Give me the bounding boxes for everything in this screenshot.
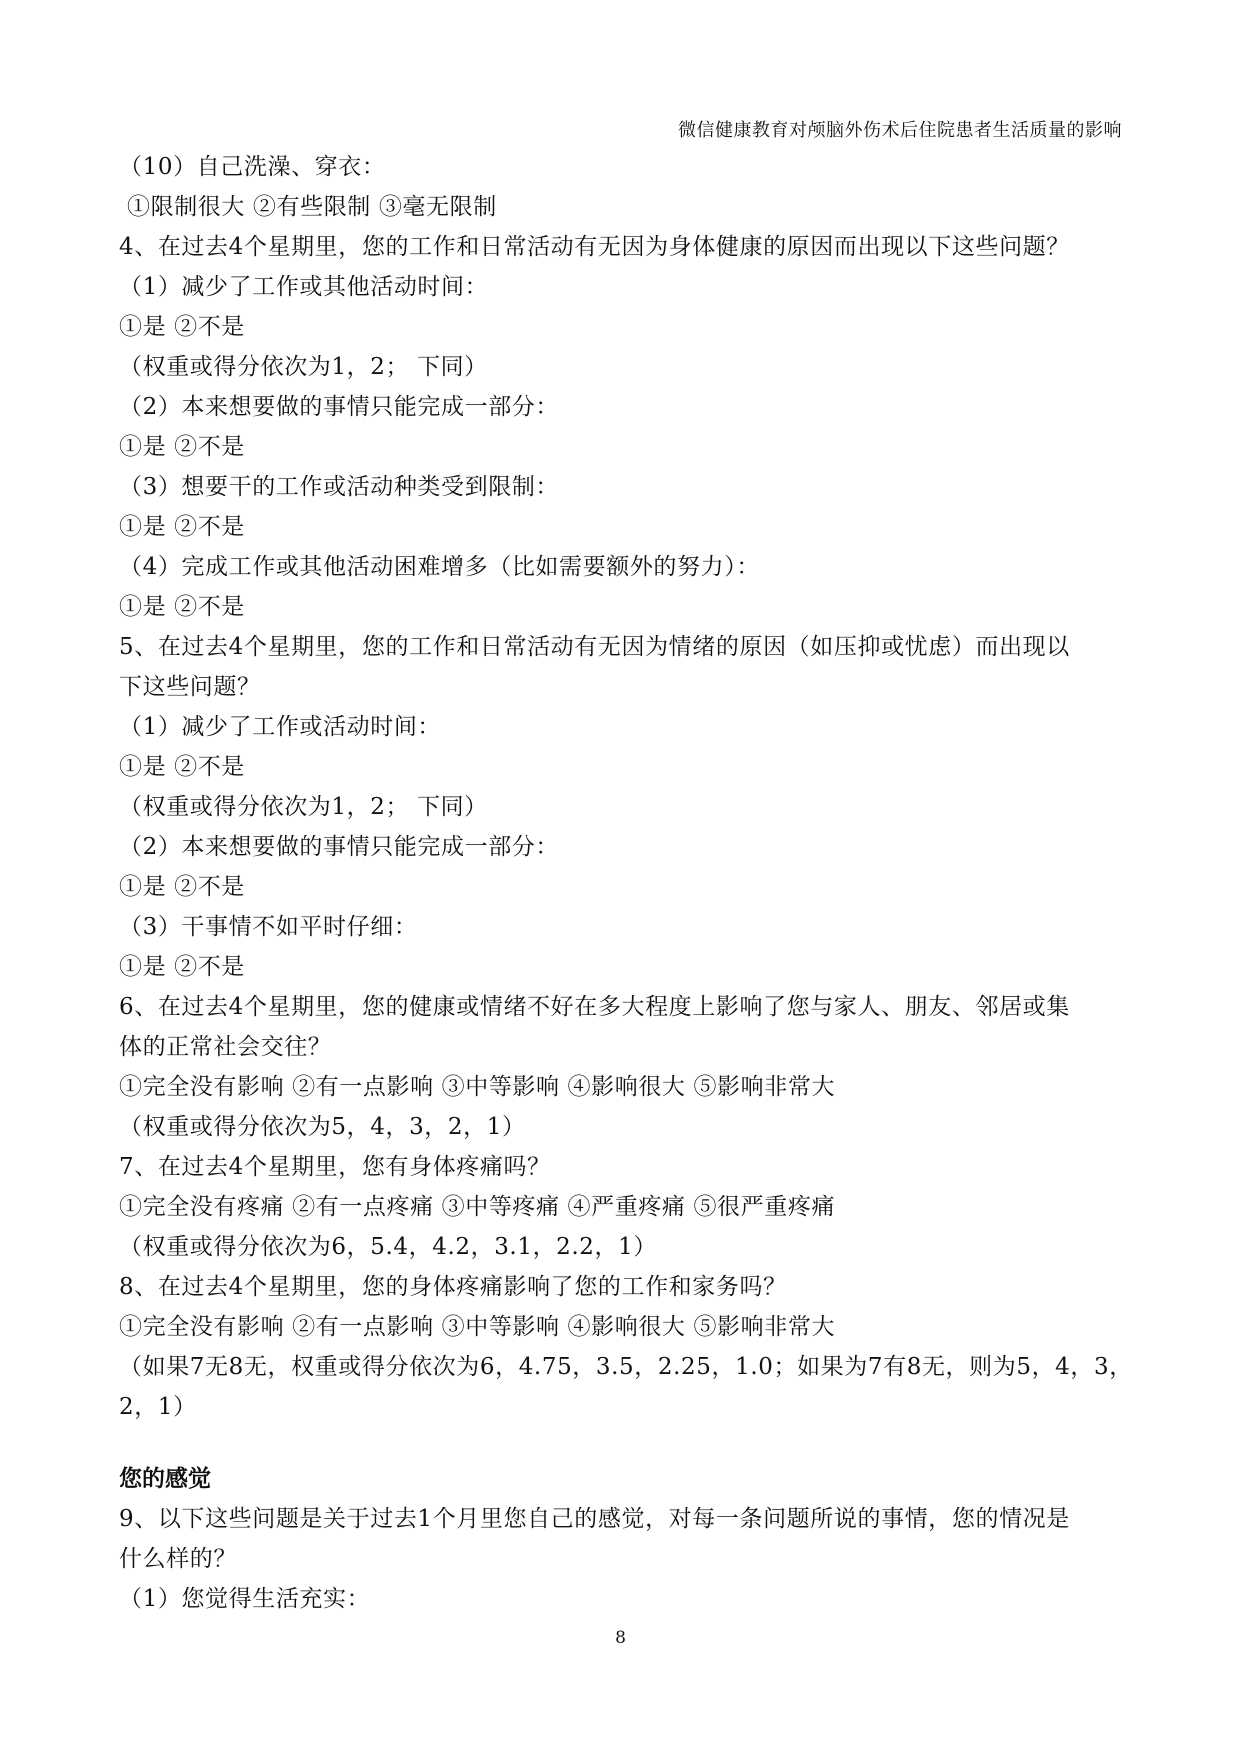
sub-question-10: （10）自己洗澡、穿衣： — [119, 154, 386, 180]
question-9: 9、以下这些问题是关于过去1个月里您自己的感觉，对每一条问题所说的事情，您的情况是 — [119, 1506, 1070, 1532]
page-number: 8 — [615, 1628, 626, 1648]
question-9-continued: 什么样的？ — [119, 1546, 237, 1572]
answer-options: ①是 ②不是 — [119, 594, 245, 620]
question-7: 7、在过去4个星期里，您有身体疼痛吗？ — [119, 1154, 551, 1180]
answer-options: ①是 ②不是 — [119, 514, 245, 540]
question-8: 8、在过去4个星期里，您的身体疼痛影响了您的工作和家务吗？ — [119, 1274, 787, 1300]
question-4: 4、在过去4个星期里，您的工作和日常活动有无因为身体健康的原因而出现以下这些问题？ — [119, 234, 1070, 260]
sub-question: （2）本来想要做的事情只能完成一部分： — [119, 394, 560, 420]
section-heading: 您的感觉 — [119, 1466, 211, 1492]
answer-options: ①完全没有影响 ②有一点影响 ③中等影响 ④影响很大 ⑤影响非常大 — [119, 1074, 836, 1100]
sub-question: （1）减少了工作或活动时间： — [119, 714, 442, 740]
scoring-note: （权重或得分依次为1，2； 下同） — [119, 354, 488, 380]
sub-question: （1）减少了工作或其他活动时间： — [119, 274, 489, 300]
answer-options: ①是 ②不是 — [119, 874, 245, 900]
question-5-continued: 下这些问题？ — [119, 674, 261, 700]
answer-options: ①完全没有疼痛 ②有一点疼痛 ③中等疼痛 ④严重疼痛 ⑤很严重疼痛 — [119, 1194, 836, 1220]
answer-options: ①是 ②不是 — [119, 434, 245, 460]
running-header: 微信健康教育对颅脑外伤术后住院患者生活质量的影响 — [678, 120, 1122, 141]
answer-options: ①完全没有影响 ②有一点影响 ③中等影响 ④影响很大 ⑤影响非常大 — [119, 1314, 836, 1340]
sub-question: （2）本来想要做的事情只能完成一部分： — [119, 834, 560, 860]
sub-question: （4）完成工作或其他活动困难增多（比如需要额外的努力）： — [119, 554, 760, 580]
section-spacer — [119, 1427, 1129, 1459]
answer-options: ①限制很大 ②有些限制 ③毫无限制 — [127, 194, 497, 220]
sub-question: （3）想要干的工作或活动种类受到限制： — [119, 474, 560, 500]
sub-question: （1）您觉得生活充实： — [119, 1586, 371, 1612]
page-body — [119, 147, 1133, 1619]
question-6: 6、在过去4个星期里，您的健康或情绪不好在多大程度上影响了您与家人、朋友、邻居或集 — [119, 994, 1070, 1020]
scoring-note: （权重或得分依次为5，4，3，2，1） — [119, 1114, 526, 1140]
sub-question: （3）干事情不如平时仔细： — [119, 914, 418, 940]
scoring-note: （如果7无8无，权重或得分依次为6，4.75，3.5，2.25，1.0；如果为7有8无，则为5，4，3， — [119, 1354, 1133, 1380]
question-6-continued: 体的正常社会交往？ — [119, 1034, 332, 1060]
scoring-note-continued: 2，1） — [119, 1394, 197, 1420]
answer-options: ①是 ②不是 — [119, 314, 245, 340]
answer-options: ①是 ②不是 — [119, 954, 245, 980]
scoring-note: （权重或得分依次为6，5.4，4.2，3.1，2.2，1） — [119, 1234, 657, 1260]
question-5: 5、在过去4个星期里，您的工作和日常活动有无因为情绪的原因（如压抑或忧虑）而出现以 — [119, 634, 1070, 660]
scoring-note: （权重或得分依次为1，2； 下同） — [119, 794, 488, 820]
answer-options: ①是 ②不是 — [119, 754, 245, 780]
